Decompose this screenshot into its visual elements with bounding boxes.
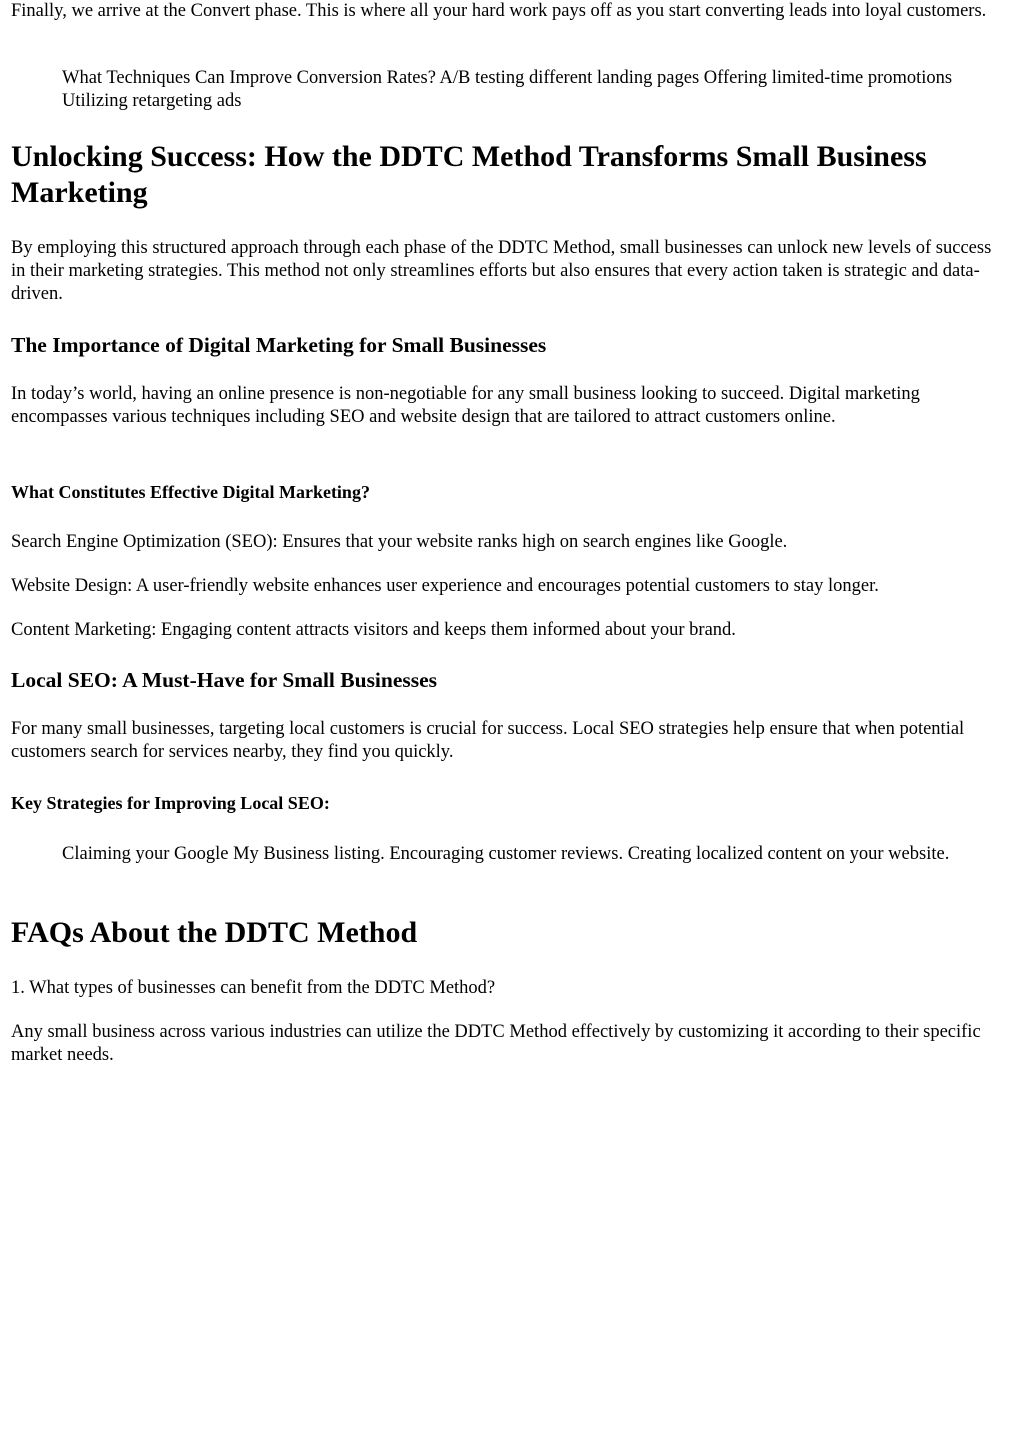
- faq-question-1: 1. What types of businesses can benefit from the DDTC Method?: [11, 978, 496, 998]
- website-design-paragraph: Website Design: A user-friendly website enhances user experience and encourages potential customers to stay longer.: [11, 576, 879, 596]
- local-seo-strategies-quote: Claiming your Google My Business listing. Encouraging customer reviews. Creating localized content on your website.: [62, 844, 950, 864]
- effective-digital-marketing-heading: What Constitutes Effective Digital Marketing?: [11, 482, 370, 502]
- online-presence-paragraph: In today’s world, having an online presence is non-negotiable for any small business looking to succeed. Digital marketing encompasses various techniques including SEO and website design that are tailored to attract customers online.: [11, 384, 920, 427]
- structured-approach-paragraph: By employing this structured approach through each phase of the DDTC Method, small businesses can unlock new levels of success in their marketing strategies. This method not only streamlines efforts but also ensures that every action taken is strategic and data-driven.: [11, 238, 992, 304]
- local-customers-paragraph: For many small businesses, targeting local customers is crucial for success. Local SEO strategies help ensure that when potential customers search for services nearby, they find you quickly.: [11, 719, 965, 762]
- unlocking-success-heading: Unlocking Success: How the DDTC Method Transforms Small Business Marketing: [11, 140, 927, 209]
- conversion-techniques-quote: What Techniques Can Improve Conversion Rates? A/B testing different landing pages Offering limited-time promotions Utilizing retargeting ads: [62, 68, 953, 111]
- content-marketing-paragraph: Content Marketing: Engaging content attracts visitors and keeps them informed about your brand.: [11, 620, 736, 640]
- faq-answer-1: Any small business across various industries can utilize the DDTC Method effectively by customizing it according to their specific market needs.: [11, 1022, 981, 1065]
- faqs-heading: FAQs About the DDTC Method: [11, 916, 418, 949]
- local-seo-heading: Local SEO: A Must-Have for Small Businesses: [11, 668, 438, 692]
- intro-convert-paragraph: Finally, we arrive at the Convert phase. This is where all your hard work pays off as you start converting leads into loyal customers.: [11, 1, 987, 21]
- digital-marketing-importance-heading: The Importance of Digital Marketing for Small Businesses: [11, 333, 547, 357]
- seo-paragraph: Search Engine Optimization (SEO): Ensures that your website ranks high on search engines like Google.: [11, 532, 788, 552]
- local-seo-strategies-heading: Key Strategies for Improving Local SEO:: [11, 793, 330, 813]
